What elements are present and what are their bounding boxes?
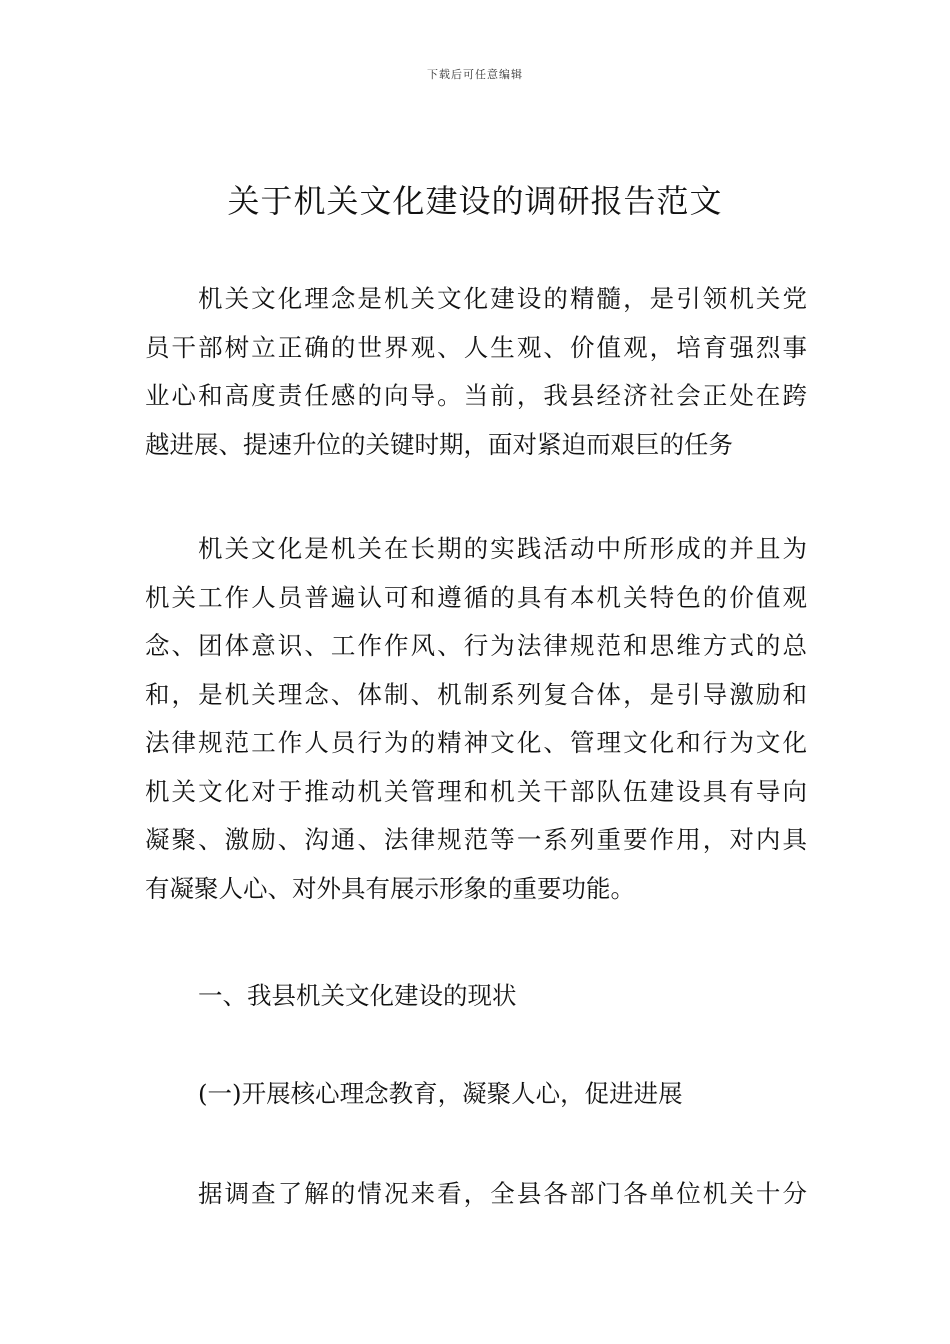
paragraph-line: 越进展、提速升位的关键时期，面对紧迫而艰巨的任务 <box>145 429 733 459</box>
paragraph-line: 凝聚、激励、沟通、法律规范等一系列重要作用，对内具 <box>145 825 807 854</box>
paragraph-1 <box>145 275 807 469</box>
subsection-heading-1: (一)开展核心理念教育，凝聚人心，促进进展 <box>198 1079 683 1108</box>
paragraph-line: 念、团体意识、工作作风、行为法律规范和思维方式的总 <box>145 631 807 660</box>
paragraph-line: 有凝聚人心、对外具有展示形象的重要功能。 <box>145 873 635 903</box>
paragraph-3 <box>145 1170 807 1219</box>
paragraph-line: 业心和高度责任感的向导。当前，我县经济社会正处在跨 <box>145 381 807 410</box>
header-note: 下载后可任意编辑 <box>427 68 523 81</box>
paragraph-line: 机关工作人员普遍认可和遵循的具有本机关特色的价值观 <box>145 582 807 612</box>
paragraph-line: 机关文化是机关在长期的实践活动中所形成的并且为 <box>198 534 807 563</box>
document-title: 关于机关文化建设的调研报告范文 <box>227 182 723 220</box>
paragraph-2 <box>145 525 807 913</box>
paragraph-line: 员干部树立正确的世界观、人生观、价值观，培育强烈事 <box>145 332 807 362</box>
paragraph-line: 机关文化理念是机关文化建设的精髓，是引领机关党 <box>198 284 807 313</box>
paragraph-line: 法律规范工作人员行为的精神文化、管理文化和行为文化 <box>145 728 807 757</box>
section-heading-1: 一、我县机关文化建设的现状 <box>198 981 517 1010</box>
paragraph-line: 据调查了解的情况来看，全县各部门各单位机关十分 <box>198 1179 807 1208</box>
paragraph-line: 机关文化对于推动机关管理和机关干部队伍建设具有导向 <box>145 776 807 806</box>
paragraph-line: 和，是机关理念、体制、机制系列复合体，是引导激励和 <box>145 679 807 709</box>
